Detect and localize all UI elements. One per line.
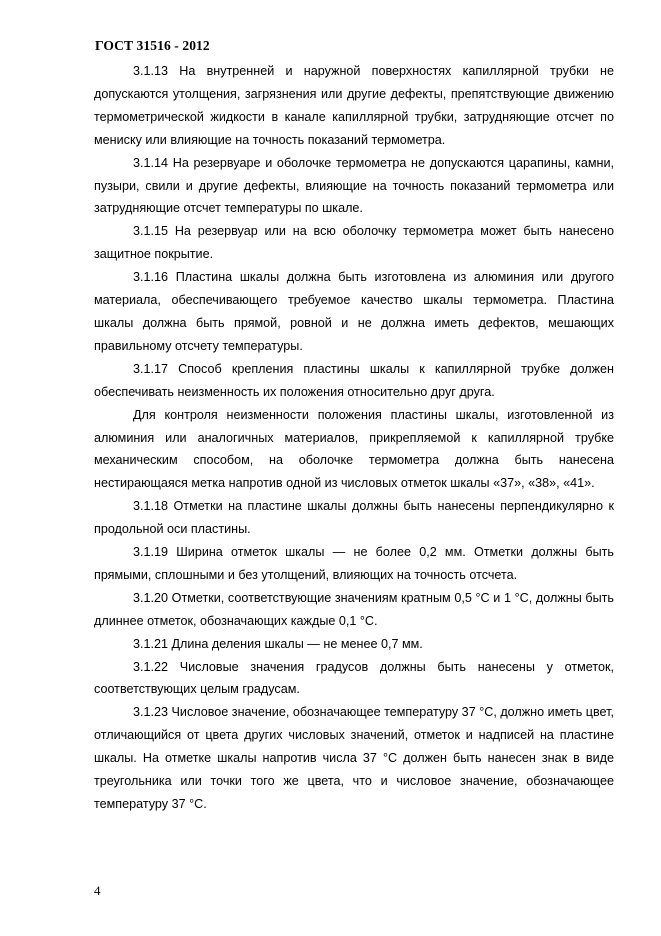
paragraph-3-1-22: 3.1.22 Числовые значения градусов должны быть нанесены у отметок, соответствующих целым градусам. (94, 659, 614, 697)
paragraph-3-1-17: 3.1.17 Способ крепления пластины шкалы к капиллярной трубке должен обеспечивать неизменность их положения относительно друг друга. (94, 361, 614, 399)
paragraph-3-1-19: 3.1.19 Ширина отметок шкалы — не более 0,2 мм. Отметки должны быть прямыми, сплошными и без утолщений, влияющих на точность отсчета. (94, 545, 614, 582)
paragraph-3-1-23: 3.1.23 Числовое значение, обозначающее температуру 37 °С, должно иметь цвет, отличающийся от цвета других числовых значений, отметок и надписей на пластине шкалы. На отметке шкалы напротив числа 37 °С должен быть нанесен знак в виде треугольника или точки того же цвета, что и числовое значение, обозначающее температуру 37 °С. (94, 705, 614, 811)
paragraph-3-1-16: 3.1.16 Пластина шкалы должна быть изготовлена из алюминия или другого материала, обеспечивающего требуемое качество шкалы термометра. Пластина шкалы должна быть прямой, ровной и не должна иметь дефектов, мешающих правильному отсчету температуры. (94, 270, 614, 353)
paragraph-3-1-21: 3.1.21 Длина деления шкалы — не менее 0,7 мм. (133, 636, 423, 651)
paragraph-3-1-13: 3.1.13 На внутренней и наружной поверхностях капиллярной трубки не допускаются утолщения, загрязнения или другие дефекты, препятствующие движению термометрической жидкости в канале капиллярной трубки, затрудняющие отсчет по мениску или влияющие на точность показаний термометра. (94, 64, 614, 147)
paragraph-3-1-15: 3.1.15 На резервуар или на всю оболочку термометра может быть нанесено защитное покрытие. (94, 224, 614, 262)
paragraph-3-1-17-control: Для контроля неизменности положения пластины шкалы, изготовленной из алюминия или аналогичных материалов, прикрепляемой к капиллярной трубке механическим способом, на оболочке термометра должна быть нанесена нестирающаяся метка напротив одной из числовых отметок шкалы «37», «38», «41». (94, 407, 614, 491)
paragraph-3-1-20: 3.1.20 Отметки, соответствующие значениям кратным 0,5 °С и 1 °С, должны быть длиннее отметок, обозначающих каждые 0,1 °С. (94, 590, 614, 628)
paragraph-3-1-14: 3.1.14 На резервуаре и оболочке термометра не допускаются царапины, камни, пузыри, свили и другие дефекты, влияющие на точность показаний термометра или затрудняющие отсчет температуры по шкале. (94, 155, 614, 216)
page-number: 4 (94, 883, 101, 898)
paragraph-3-1-18: 3.1.18 Отметки на пластине шкалы должны быть нанесены перпендикулярно к продольной оси пластины. (94, 499, 614, 537)
document-header: ГОСТ 31516 - 2012 (95, 38, 210, 53)
document-body (94, 60, 614, 816)
